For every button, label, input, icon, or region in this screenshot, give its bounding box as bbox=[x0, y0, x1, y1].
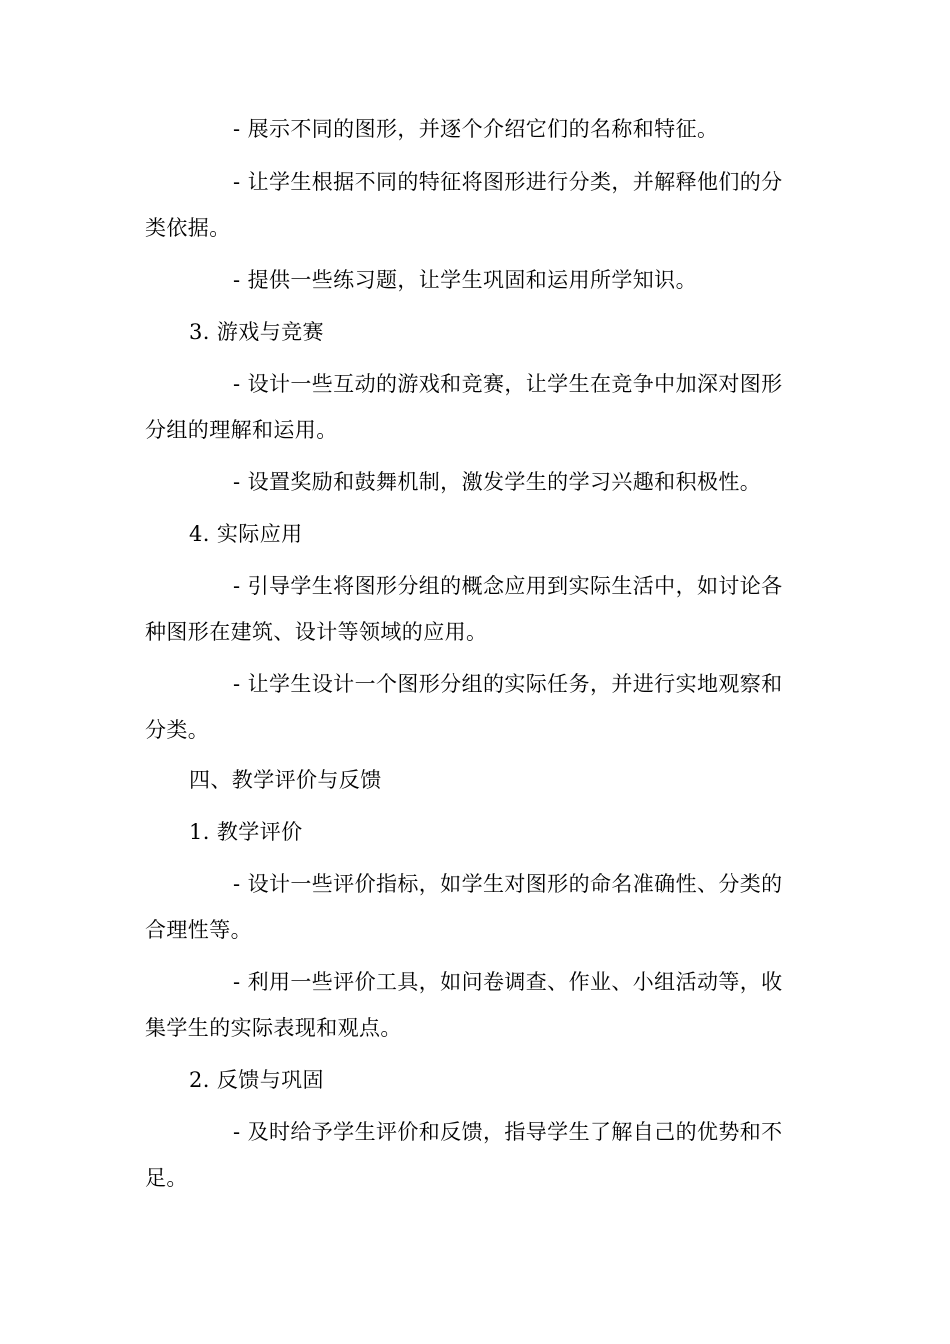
chapter-heading-evaluation: 四、教学评价与反馈 bbox=[189, 768, 382, 792]
paragraph-evaluation-indicators: - 设计一些评价指标，如学生对图形的命名准确性、分类的合理性等。 bbox=[145, 872, 783, 942]
section-heading-teaching-evaluation: 1. 教学评价 bbox=[189, 820, 303, 844]
paragraph-task-design: - 让学生设计一个图形分组的实际任务，并进行实地观察和分类。 bbox=[145, 672, 783, 742]
paragraph-show-shapes: - 展示不同的图形，并逐个介绍它们的名称和特征。 bbox=[233, 117, 719, 141]
section-heading-application: 4. 实际应用 bbox=[189, 522, 303, 546]
paragraph-exercises: - 提供一些练习题，让学生巩固和运用所学知识。 bbox=[233, 268, 697, 292]
section-heading-feedback: 2. 反馈与巩固 bbox=[189, 1068, 324, 1092]
paragraph-real-life: - 引导学生将图形分组的概念应用到实际生活中，如讨论各种图形在建筑、设计等领域的应用。 bbox=[145, 574, 783, 644]
paragraph-rewards: - 设置奖励和鼓舞机制，激发学生的学习兴趣和积极性。 bbox=[233, 470, 762, 494]
paragraph-evaluation-tools: - 利用一些评价工具，如问卷调查、作业、小组活动等，收集学生的实际表现和观点。 bbox=[145, 970, 783, 1040]
paragraph-timely-feedback: - 及时给予学生评价和反馈，指导学生了解自己的优势和不足。 bbox=[145, 1120, 783, 1190]
paragraph-classify-shapes: - 让学生根据不同的特征将图形进行分类，并解释他们的分类依据。 bbox=[145, 170, 783, 240]
paragraph-interactive-games: - 设计一些互动的游戏和竞赛，让学生在竞争中加深对图形分组的理解和运用。 bbox=[145, 372, 783, 442]
section-heading-games: 3. 游戏与竞赛 bbox=[189, 320, 324, 344]
